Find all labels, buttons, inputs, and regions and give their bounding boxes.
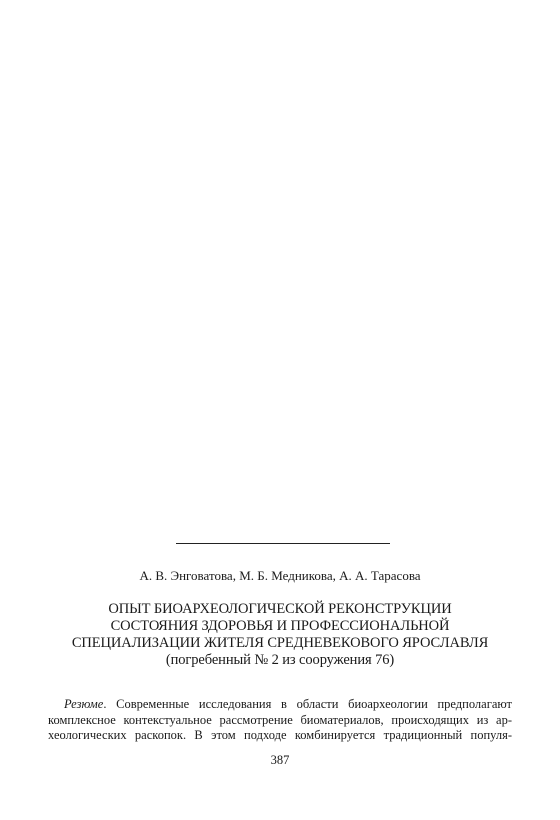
title-line-2: СОСТОЯНИЯ ЗДОРОВЬЯ И ПРОФЕССИОНАЛЬНОЙ [110,618,450,634]
article-title [40,601,520,669]
abstract-label: Резюме [64,697,104,711]
page-number: 387 [270,753,290,767]
authors: А. В. Энговатова, М. Б. Медникова, А. А. Тарасова [139,568,421,583]
abstract-line-2: комплексное контекстуальное рассмотрение биоматериалов, происходящих из ар- [48,712,512,727]
title-line-3: СПЕЦИАЛИЗАЦИИ ЖИТЕЛЯ СРЕДНЕВЕКОВОГО ЯРОСЛАВЛЯ [71,635,489,651]
abstract-line-3: хеологических раскопок. В этом подходе комбинируется традиционный популя- [48,728,512,742]
abstract-line-1 [48,697,512,713]
title-line-1: ОПЫТ БИОАРХЕОЛОГИЧЕСКОЙ РЕКОНСТРУКЦИИ [108,601,452,617]
footnote-separator-rule [176,543,390,544]
title-subtitle: (погребенный № 2 из сооружения 76) [165,652,395,668]
abstract [48,697,512,744]
abstract-line-1-text: . Современные исследования в области биоархеологии предполагают [103,697,512,711]
